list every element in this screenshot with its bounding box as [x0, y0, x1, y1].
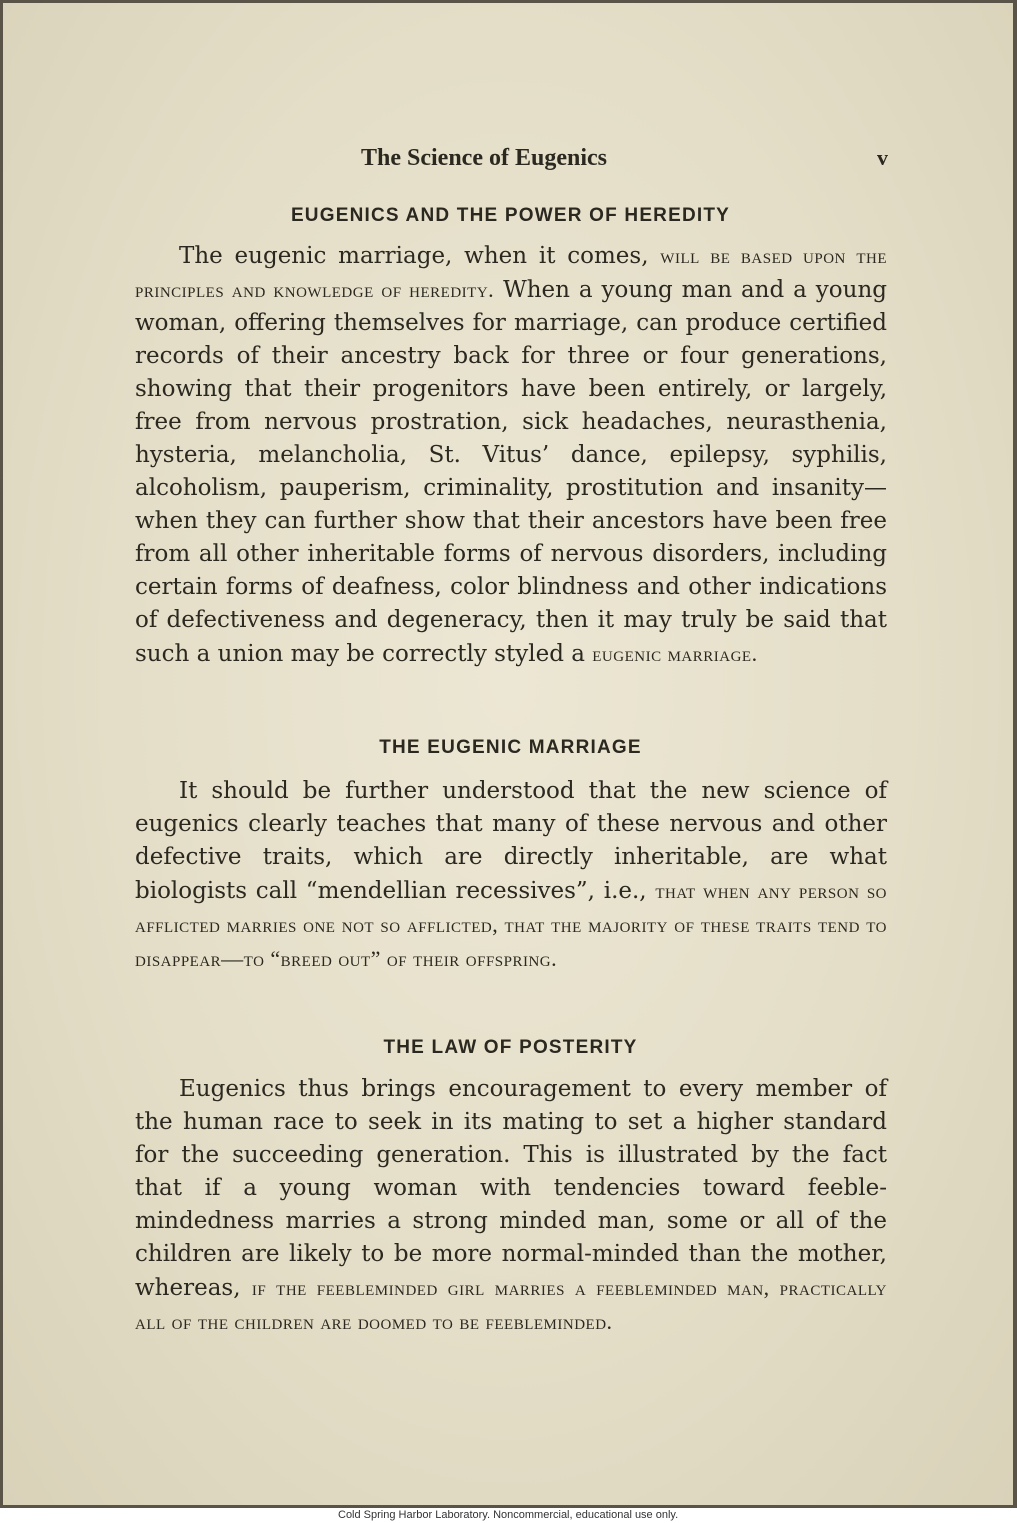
smallcaps-emphasis: that when any person so afflicted marries one not so afflicted, that the majority of these traits tend to disappear—to “breed out” of their offspring.: [135, 878, 887, 971]
section-heading-eugenic-marriage: THE EUGENIC MARRIAGE: [379, 737, 642, 758]
section-heading-heredity: EUGENICS AND THE POWER OF HEREDITY: [290, 205, 731, 226]
smallcaps-emphasis: if the feebleminded girl marries a feebleminded man, practically all of the children are doomed to be feebleminded.: [135, 1275, 887, 1334]
paragraph-text: It should be further understood that the new science of eugenics clearly teaches that many of these nervous and other defective traits, which are directly inheritable, are what biologists call “mendellian recessives”, i.e.,: [135, 778, 887, 904]
running-head: [133, 145, 888, 179]
smallcaps-emphasis: will be based upon the principles and knowledge of heredity.: [135, 243, 888, 302]
section-heading-law-of-posterity: THE LAW OF POSTERITY: [383, 1037, 638, 1058]
footer-credit-bar: [0, 1508, 1017, 1523]
paragraph-heredity: [135, 239, 887, 671]
page-number: v: [877, 145, 888, 170]
paragraph-text: When a young man and a young woman, offering themselves for marriage, can produce certified records of their ancestry back for three or four generations, showing that their progenitors have been entirely, or largely, free from nervous prostration, sick headaches, neurasthenia, hysteria, melancholia, St. Vitus’ dance, epilepsy, syphilis, alcoholism, pauperism, criminality, prostitution and insanity—when they can further show that their ancestors have been free from all other inheritable forms of nervous disorders, including certain forms of deafness, color blindness and other indications of defectiveness and degeneracy, then it may truly be said that such a union may be correctly styled a: [135, 277, 887, 667]
paragraph-law-of-posterity: [135, 1073, 887, 1339]
book-page: [3, 3, 1013, 1505]
smallcaps-emphasis: eugenic marriage.: [592, 641, 758, 666]
running-head-title: The Science of Eugenics: [361, 145, 607, 171]
paragraph-text: The eugenic marriage, when it comes,: [179, 243, 661, 269]
paragraph-text: Eugenics thus brings encouragement to every member of the human race to seek in its mating to set a higher standard for the succeeding generation. This is illustrated by the fact that if a young woman with tendencies toward feeble-mindedness marries a strong minded man, some or all of the children are likely to be more normal-minded than the mother, whereas,: [135, 1076, 887, 1301]
footer-credit: Cold Spring Harbor Laboratory. Noncommercial, educational use only.: [338, 1509, 679, 1521]
paragraph-eugenic-marriage: [135, 775, 887, 976]
